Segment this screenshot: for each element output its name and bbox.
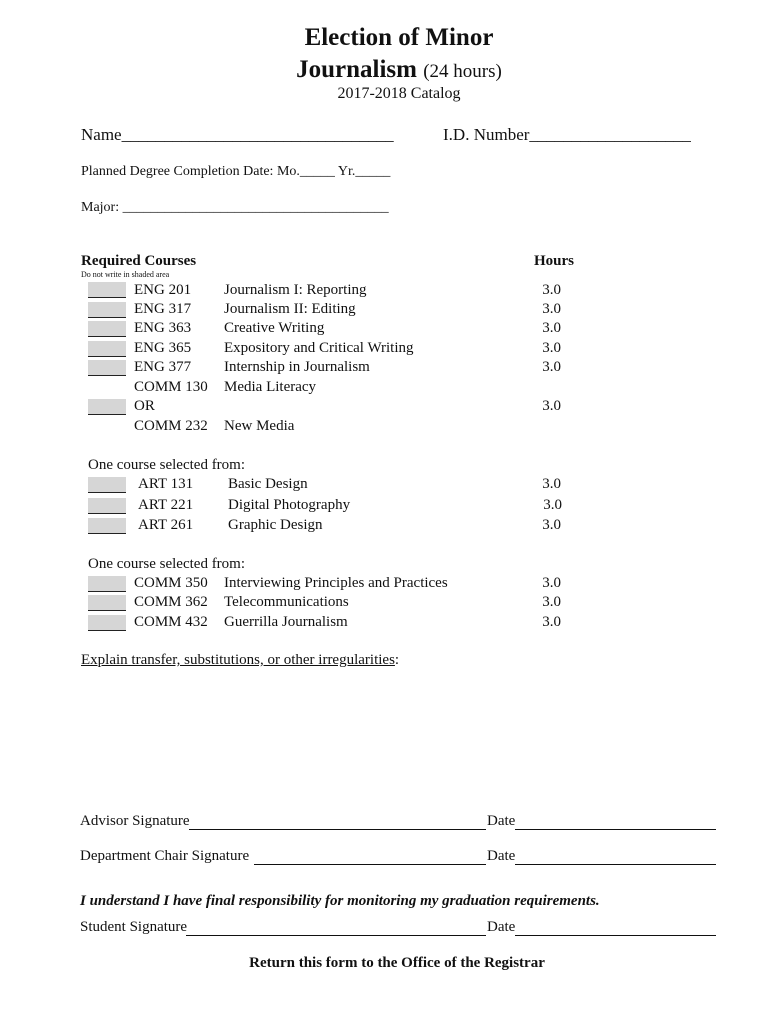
course-hours: 3.0	[542, 398, 561, 414]
form-title: Election of Minor	[304, 24, 494, 51]
course-title: Creative Writing	[224, 320, 325, 336]
course-hours: 3.0	[542, 320, 561, 336]
explain-colon: :	[394, 652, 400, 668]
chair-date-label: Date	[487, 848, 516, 864]
shaded-check-box	[88, 576, 126, 592]
shaded-check-box	[88, 518, 126, 534]
course-hours: 3.0	[542, 575, 561, 591]
shaded-check-box	[88, 282, 126, 298]
return-instructions: Return this form to the Office of the Registrar	[249, 955, 545, 971]
shaded-check-box	[88, 595, 126, 611]
course-hours: 3.0	[543, 497, 562, 513]
shaded-area-note: Do not write in shaded area	[81, 270, 170, 279]
course-code: COMM 362	[134, 594, 208, 610]
course-title: Media Literacy	[224, 379, 317, 395]
course-code: ENG 201	[134, 282, 192, 298]
course-code: COMM 130	[134, 379, 208, 395]
advisor-date-label: Date	[487, 813, 516, 829]
advisor-signature-line[interactable]	[189, 829, 486, 830]
course-hours: 3.0	[542, 301, 561, 317]
course-title: Journalism I: Reporting	[224, 282, 367, 298]
minor-name: Journalism	[296, 56, 417, 83]
shaded-check-box	[88, 615, 126, 631]
form-subtitle	[0, 56, 770, 84]
course-hours: 3.0	[542, 340, 561, 356]
shaded-check-box	[88, 302, 126, 318]
major-field[interactable]: Major: ______________________________________	[81, 200, 389, 215]
advisor-signature-label: Advisor Signature	[80, 813, 190, 829]
minor-hours: (24 hours)	[423, 61, 502, 82]
course-hours: 3.0	[542, 359, 561, 375]
responsibility-statement: I understand I have final responsibility for monitoring my graduation requirements.	[80, 893, 600, 909]
course-code: ENG 317	[134, 301, 192, 317]
explain-label-text: Explain transfer, substitutions, or other irregularities	[81, 652, 395, 668]
id-number-field[interactable]: I.D. Number___________________	[443, 125, 691, 144]
shaded-check-box	[88, 360, 126, 376]
student-date-line[interactable]	[515, 935, 716, 936]
chair-signature-label: Department Chair Signature	[80, 848, 250, 864]
chair-date-line[interactable]	[515, 864, 716, 865]
course-title: New Media	[224, 418, 295, 434]
course-code: COMM 350	[134, 575, 208, 591]
advisor-date-line[interactable]	[515, 829, 716, 830]
course-hours: 3.0	[542, 476, 561, 492]
course-title: Journalism II: Editing	[224, 301, 356, 317]
course-code: COMM 232	[134, 418, 208, 434]
course-hours: 3.0	[542, 594, 561, 610]
course-code: ART 261	[138, 517, 194, 533]
catalog-year: 2017-2018 Catalog	[337, 85, 461, 102]
hours-heading: Hours	[534, 253, 575, 269]
course-title: Internship in Journalism	[224, 359, 370, 375]
course-title: Graphic Design	[228, 517, 323, 533]
course-code: ENG 363	[134, 320, 192, 336]
shaded-check-box	[88, 477, 126, 493]
course-title: Telecommunications	[224, 594, 349, 610]
completion-date-field[interactable]: Planned Degree Completion Date: Mo._____ Yr._____	[81, 164, 391, 179]
chair-signature-line[interactable]	[254, 864, 486, 865]
course-title: Interviewing Principles and Practices	[224, 575, 448, 591]
elective-group-1-heading: One course selected from:	[88, 457, 246, 473]
course-hours: 3.0	[542, 614, 561, 630]
shaded-check-box	[88, 399, 126, 415]
course-title: Expository and Critical Writing	[224, 340, 414, 356]
required-courses-heading: Required Courses	[81, 253, 197, 269]
course-title: Digital Photography	[228, 497, 351, 513]
course-title: Guerrilla Journalism	[224, 614, 348, 630]
course-code: ART 221	[138, 497, 194, 513]
student-signature-label: Student Signature	[80, 919, 188, 935]
course-code: OR	[134, 398, 155, 414]
course-title: Basic Design	[228, 476, 308, 492]
name-field[interactable]: Name________________________________	[81, 125, 394, 144]
shaded-check-box	[88, 321, 126, 337]
course-hours: 3.0	[542, 282, 561, 298]
course-code: ART 131	[138, 476, 194, 492]
course-code: COMM 432	[134, 614, 208, 630]
student-date-label: Date	[487, 919, 516, 935]
student-signature-line[interactable]	[186, 935, 486, 936]
course-code: ENG 377	[134, 359, 192, 375]
course-hours: 3.0	[542, 517, 561, 533]
explain-irregularities-label	[81, 652, 399, 669]
elective-group-2-heading: One course selected from:	[88, 556, 246, 572]
shaded-check-box	[88, 341, 126, 357]
course-code: ENG 365	[134, 340, 192, 356]
shaded-check-box	[88, 498, 126, 514]
